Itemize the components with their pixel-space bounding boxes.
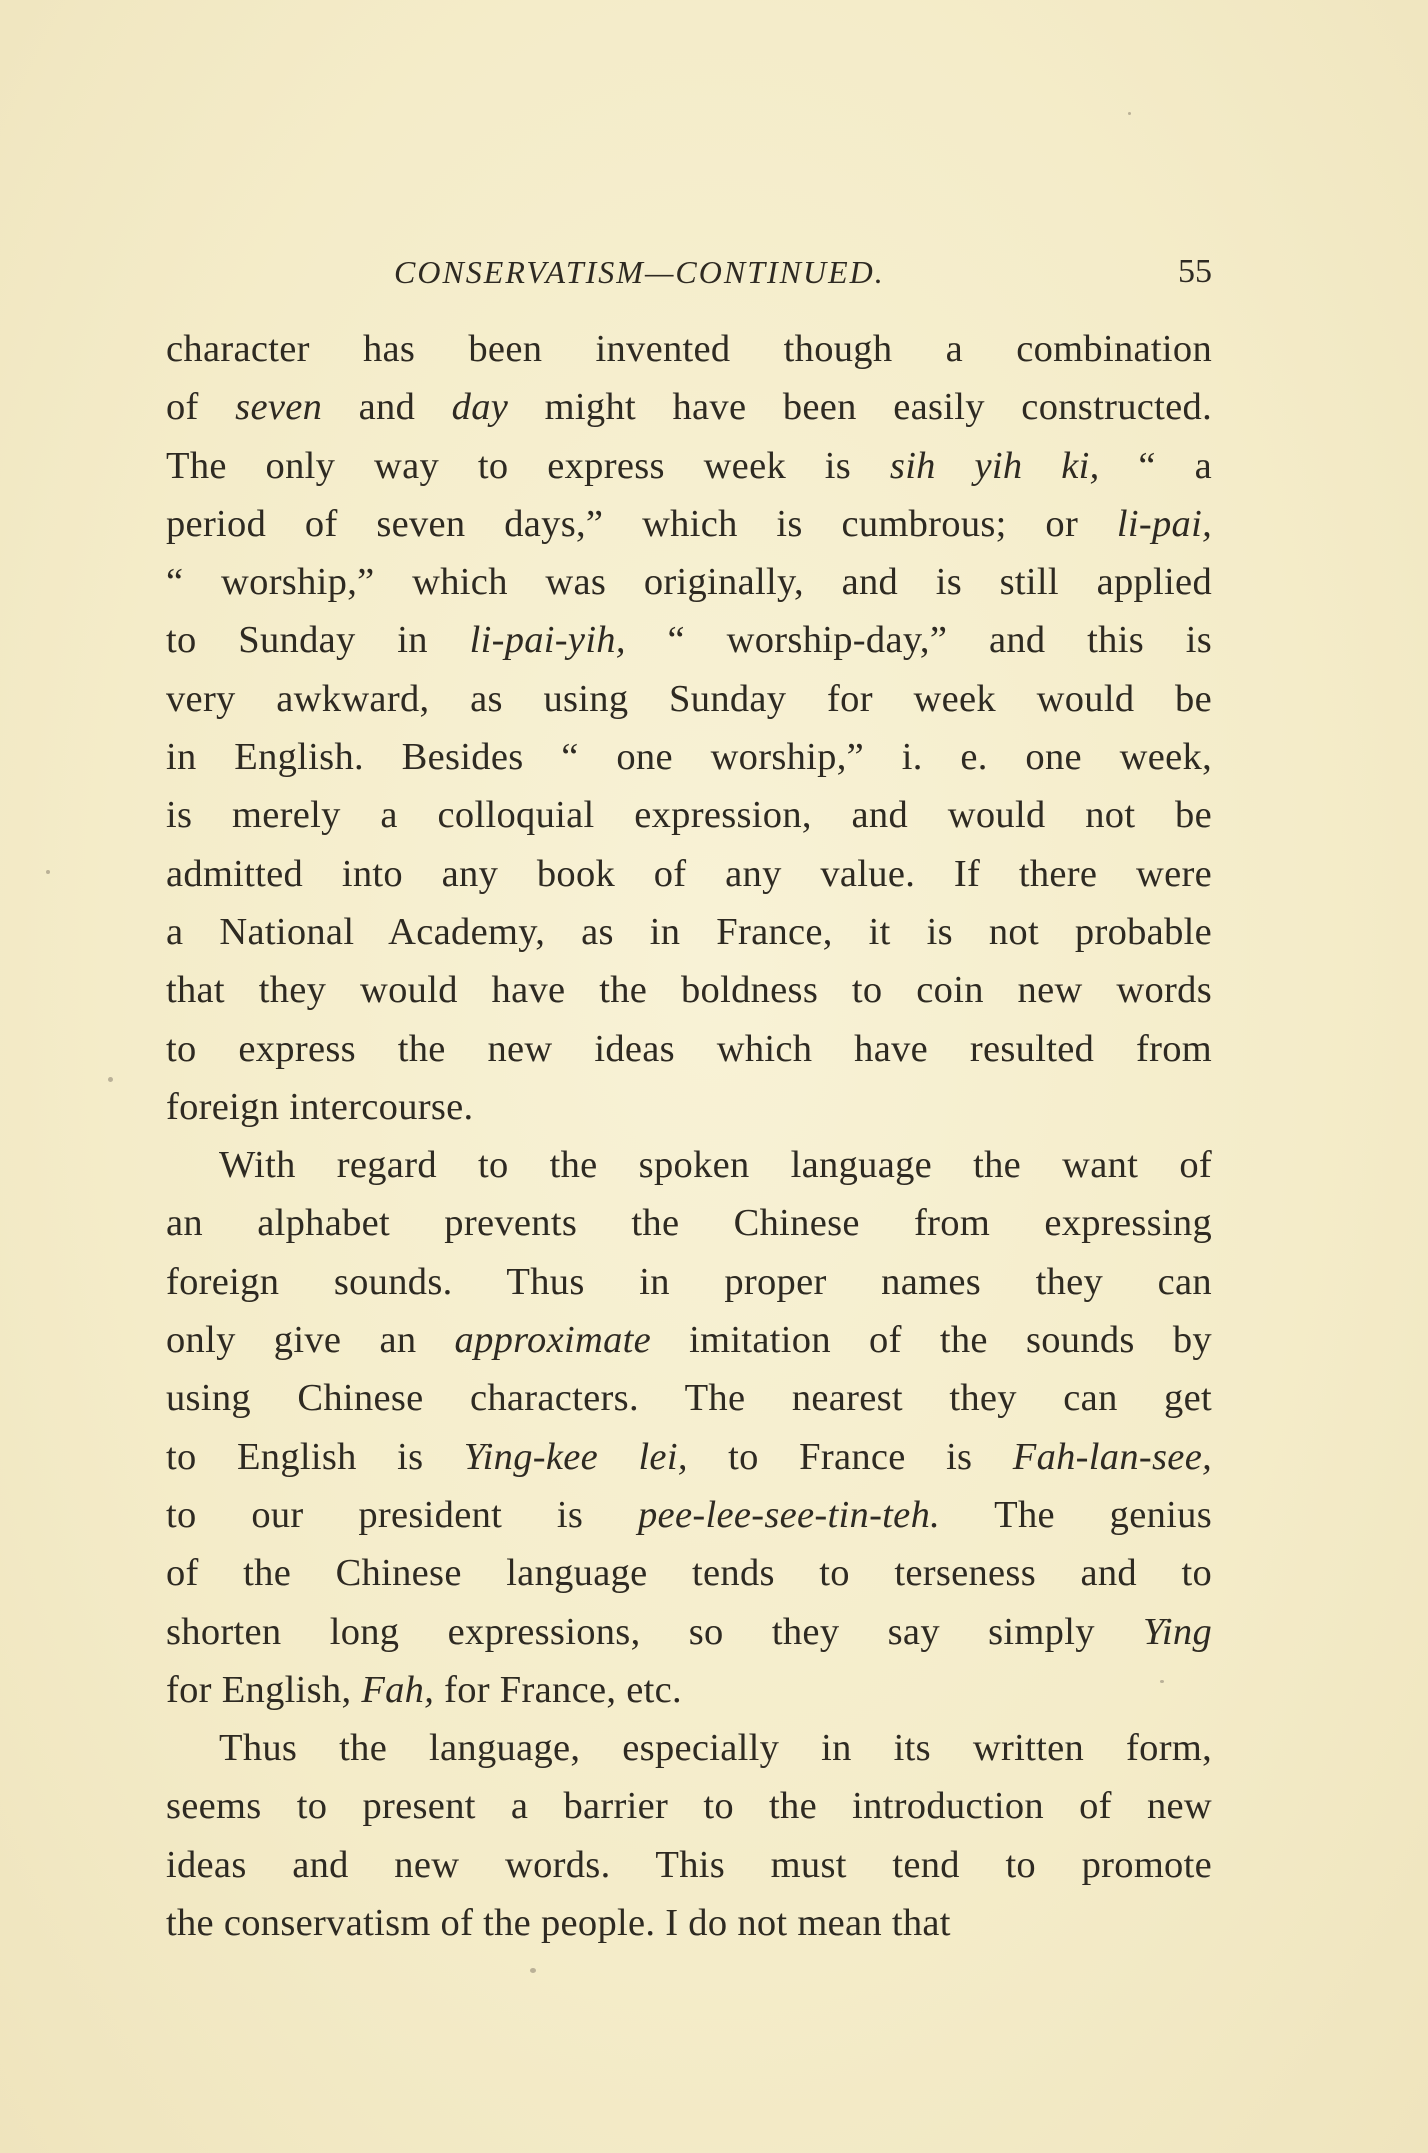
paper-speck [1160, 1680, 1164, 1683]
text-segment: is merely a colloquial expression, and would not be [166, 794, 1212, 837]
italic-term: day [451, 386, 509, 429]
text-line [166, 1078, 1212, 1136]
text-segment: The only way to express week is [166, 444, 890, 487]
text-line [166, 903, 1212, 961]
text-segment: The genius [940, 1493, 1212, 1536]
page-number: 55 [1178, 253, 1212, 290]
italic-term: Fah-lan-see, [1012, 1435, 1213, 1478]
italic-term: Fah, [361, 1668, 435, 1711]
text-line [166, 1719, 1212, 1777]
text-segment: admitted into any book of any value. If there were [166, 852, 1212, 895]
text-segment: “ a [1099, 444, 1212, 487]
running-title: CONSERVATISM—CONTINUED. [394, 254, 885, 290]
paper-speck [46, 870, 50, 874]
text-segment: in English. Besides “ one worship,” i. e. one week, [166, 736, 1212, 779]
text-segment: of [166, 386, 236, 429]
text-line [166, 1194, 1212, 1252]
text-segment: period of seven days,” which is cumbrous; or [166, 502, 1117, 545]
text-line [166, 1428, 1212, 1486]
italic-term: pee-lee-see-tin-teh. [638, 1493, 941, 1536]
text-segment: for English, [166, 1668, 362, 1711]
text-line [166, 961, 1212, 1019]
italic-term: seven [235, 386, 323, 429]
text-line [166, 1894, 1212, 1952]
running-head [166, 248, 1212, 296]
text-line [166, 1311, 1212, 1369]
text-line [166, 1661, 1212, 1719]
text-segment: to express the new ideas which have resulted from [166, 1027, 1212, 1070]
text-segment: a National Academy, as in France, it is not probable [166, 910, 1212, 953]
text-segment: to France is [687, 1435, 1013, 1478]
paper-speck [530, 1968, 536, 1973]
text-segment: With regard to the spoken language the want of [219, 1144, 1212, 1187]
italic-term: li-pai-yih, [469, 619, 626, 662]
text-segment: and [322, 386, 452, 429]
text-segment: for France, etc. [434, 1668, 682, 1711]
text-line [166, 670, 1212, 728]
text-segment: ideas and new words. This must tend to promote [166, 1843, 1212, 1886]
text-segment: shorten long expressions, so they say simply [166, 1610, 1144, 1653]
text-segment: to Sunday in [166, 619, 470, 662]
text-segment: an alphabet prevents the Chinese from expressing [166, 1202, 1212, 1245]
text-line [166, 786, 1212, 844]
text-segment: very awkward, as using Sunday for week would be [166, 677, 1212, 720]
paper-speck [1128, 112, 1131, 115]
text-line [166, 611, 1212, 669]
text-line [166, 1369, 1212, 1427]
text-segment: “ worship,” which was originally, and is still applied [166, 561, 1212, 604]
text-line [166, 1020, 1212, 1078]
text-line [166, 437, 1212, 495]
text-line [166, 1136, 1212, 1194]
text-segment: foreign intercourse. [166, 1085, 474, 1128]
text-segment: might have been easily constructed. [508, 386, 1212, 429]
text-line [166, 728, 1212, 786]
text-segment: that they would have the boldness to coin new words [166, 969, 1212, 1012]
text-line [166, 1603, 1212, 1661]
text-segment: foreign sounds. Thus in proper names they can [166, 1260, 1212, 1303]
text-line [166, 1836, 1212, 1894]
text-segment: the conservatism of the people. I do not mean that [166, 1902, 951, 1945]
text-line [166, 1544, 1212, 1602]
text-segment: to our president is [166, 1493, 638, 1536]
italic-term: Ying-kee lei, [463, 1435, 688, 1478]
italic-term: Ying [1143, 1610, 1212, 1653]
text-segment: Thus the language, especially in its written form, [219, 1727, 1212, 1770]
text-segment: character has been invented though a combination [166, 328, 1212, 370]
text-segment: only give an [166, 1319, 455, 1362]
italic-term: li-pai, [1116, 502, 1212, 545]
text-line [166, 845, 1212, 903]
italic-term: sih yih ki, [889, 444, 1100, 487]
text-segment: imitation of the sounds by [651, 1319, 1212, 1362]
text-line [166, 495, 1212, 553]
body-text [166, 320, 1212, 1952]
text-line [166, 553, 1212, 611]
paper-speck [108, 1077, 113, 1082]
italic-term: approximate [454, 1319, 652, 1362]
text-segment: seems to present a barrier to the introduction of new [166, 1785, 1212, 1828]
text-line [166, 1486, 1212, 1544]
text-line [166, 1777, 1212, 1835]
text-line [166, 378, 1212, 436]
text-line [166, 1253, 1212, 1311]
text-line [166, 320, 1212, 378]
text-segment: “ worship-day,” and this is [625, 619, 1213, 662]
text-segment: to English is [166, 1435, 464, 1478]
text-segment: of the Chinese language tends to terseness and to [166, 1552, 1212, 1595]
text-segment: using Chinese characters. The nearest they can get [166, 1377, 1212, 1420]
